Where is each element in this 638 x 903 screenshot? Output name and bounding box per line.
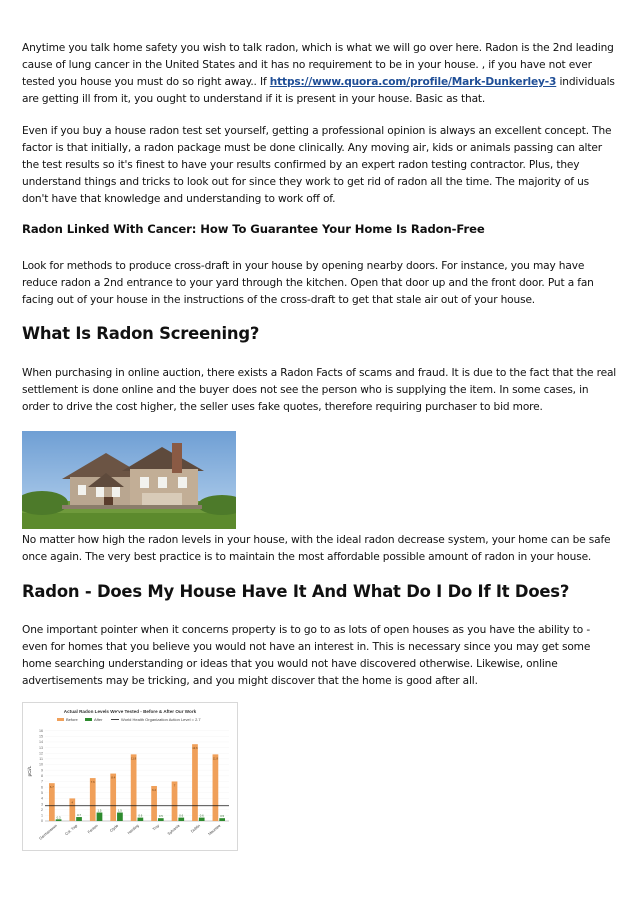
chart-data-label-before: 7 (173, 783, 176, 788)
chart-y-tick-label: 7 (41, 779, 43, 784)
chart-data-label-after: 0.5 (220, 814, 225, 819)
chart-y-tick-label: 6 (41, 785, 43, 790)
chart-data-label-after: 0.6 (138, 813, 143, 818)
chart-y-tick-label: 3 (41, 802, 43, 807)
chart-data-label-before: 7.6 (90, 780, 95, 785)
chart-y-tick-label: 10 (39, 762, 43, 767)
chart-data-label-after: 0.7 (77, 813, 81, 818)
chart-bar-before (213, 754, 219, 821)
paragraph-online-auction: When purchasing in online auction, there exists a Radon Facts of scams and fraud. It is due to the fact that the real settlement is done online and the buyer does not see the person who is supplying the item. In some cases, in order to drive the cost higher, the seller uses fake quotes, therefore requiring purchaser to bid more. (22, 367, 617, 413)
legend-swatch-after (85, 718, 92, 721)
chart-bar-after (158, 818, 164, 821)
paragraph-intro-text: Anytime you talk home safety you wish to talk radon, which is what we will go over here. Radon is the 2nd leading cause of lung cancer in the United States and it has no requirement to be in your house. , if you have not ever tested you house you must do so right away.. If (22, 42, 614, 88)
chart-x-tick-label: Fenton (87, 823, 99, 835)
chart-y-tick-label: 15 (39, 734, 43, 739)
chart-title: Actual Radon Levels We've Tested - Before & After Our Work (63, 709, 197, 714)
chart-y-tick-label: 12 (39, 751, 43, 756)
chart-legend (57, 717, 201, 722)
chart-x-tick-label: Dublin (190, 823, 201, 834)
chart-x-tick-label: Col. Twp (64, 823, 79, 837)
subheading-radon-cancer: Radon Linked With Cancer: How To Guarantee Your Home Is Radon-Free (22, 222, 485, 236)
chart-data-label-before: 13.6 (192, 746, 198, 751)
chart-x-tick-label: Germantown (38, 823, 58, 841)
chart-y-tick-label: 9 (41, 768, 43, 773)
paragraph-intro (22, 40, 618, 108)
quora-profile-link[interactable]: https://www.quora.com/profile/Mark-Dunkerley-3 (269, 76, 557, 88)
chart-data-label-after: 0.6 (199, 813, 204, 818)
legend-label-action-level: World Health Organization Action Level = 2.7 (121, 717, 201, 722)
paragraph-intro-text-end: individuals are getting ill from it, you ought to understand if it is present in your house. Basic as that. (22, 76, 615, 105)
chart-bar-before (90, 778, 96, 821)
chart-y-tick-label: 11 (39, 757, 43, 762)
chart-x-tick-label: Maumee (207, 823, 222, 837)
chart-data-label-before: 6.2 (152, 787, 157, 792)
chart-x-tick-label: Sylvania (166, 823, 181, 836)
radon-chart-frame (22, 702, 238, 851)
chart-data-label-before: 6.7 (49, 785, 54, 790)
chart-y-tick-label: 1 (41, 813, 43, 818)
heading-does-my-house-have-it: Radon - Does My House Have It And What Do I Do If It Does? (22, 582, 570, 601)
chart-bar-after (138, 818, 144, 821)
chart-y-tick-label: 13 (39, 745, 43, 750)
chart-bar-after (97, 813, 103, 821)
chart-bar-after (219, 818, 225, 821)
heading-radon-screening: What Is Radon Screening? (22, 324, 260, 343)
chart-y-tick-label: 8 (41, 774, 43, 779)
paragraph-open-houses: One important pointer when it concerns property is to go to as lots of open houses as you have the ability to - even for homes that you believe you would not have an interest in. This is necessary since you may get some home searching understanding or ideas that you would not have discovered otherwise. Likewise, online advertisements may be tricking, and you might discover that the home is good after all. (22, 624, 591, 687)
legend-label-after: After (94, 717, 103, 722)
radon-levels-chart (23, 703, 237, 850)
chart-y-tick-label: 2 (41, 807, 43, 812)
chart-bar-after (199, 818, 205, 821)
chart-bar-before (131, 754, 137, 821)
paragraph-professional-opinion: Even if you buy a house radon test set yourself, getting a professional opinion is always an excellent concept. The factor is that initially, a radon package must be done clinically. Any moving air, kids or animals passing can alter the test results so it's finest to have your results confirmed by an expert radon testing contractor. Plus, they understand things and tricks to look out for since they work to get rid of radon all the time. The majority of us don't have that knowledge and understanding to work off of. (22, 125, 612, 205)
chart-data-label-after: 0.5 (158, 814, 163, 819)
paragraph-cross-draft: Look for methods to produce cross-draft in your house by opening nearby doors. For instance, you may have reduce radon a 2nd entrance to your yard through the kitchen. Open that door up and the front door. Put a fan facing out of your house in the instructions of the cross-draft to get that stale air out of your house. (22, 260, 594, 306)
chart-bar-after (178, 818, 184, 821)
chart-y-tick-label: 0 (41, 819, 43, 824)
chart-data-label-before: 11.8 (131, 756, 137, 761)
chart-bar-before (110, 774, 116, 821)
legend-label-before: Before (66, 717, 78, 722)
chart-x-tick-label: Clyde (109, 823, 120, 834)
paragraph-radon-decrease: No matter how high the radon levels in your house, with the ideal radon decrease system, your home can be safe once again. The very best practice is to maintain the most affordable possible amount of radon in your house. (22, 534, 611, 563)
house-photo (22, 431, 236, 529)
chart-x-tick-label: Troy (151, 823, 161, 832)
chart-y-tick-label: 4 (41, 796, 43, 801)
chart-data-label-before: 4 (71, 800, 74, 805)
chart-data-label-after: 1.5 (97, 808, 102, 813)
chart-y-tick-label: 5 (41, 790, 43, 795)
chart-data-label-before: 11.8 (212, 756, 219, 761)
chart-y-tick-label: 16 (39, 728, 43, 733)
chart-plot-area (39, 729, 229, 841)
chart-bar-before (192, 744, 198, 821)
chart-data-label-before: 8.4 (111, 775, 116, 780)
chart-x-tick-label: Harding (126, 823, 140, 836)
chart-bar-after (76, 817, 82, 821)
chart-y-axis-label: pCi/L (27, 765, 32, 777)
chart-data-label-after: 0.3 (56, 815, 61, 820)
legend-swatch-before (57, 718, 64, 721)
chart-y-tick-label: 14 (39, 740, 43, 745)
chart-bar-after (117, 813, 123, 821)
chart-bar-after (56, 819, 62, 821)
chart-data-label-after: 0.6 (179, 813, 184, 818)
chart-data-label-after: 1.5 (117, 808, 122, 813)
